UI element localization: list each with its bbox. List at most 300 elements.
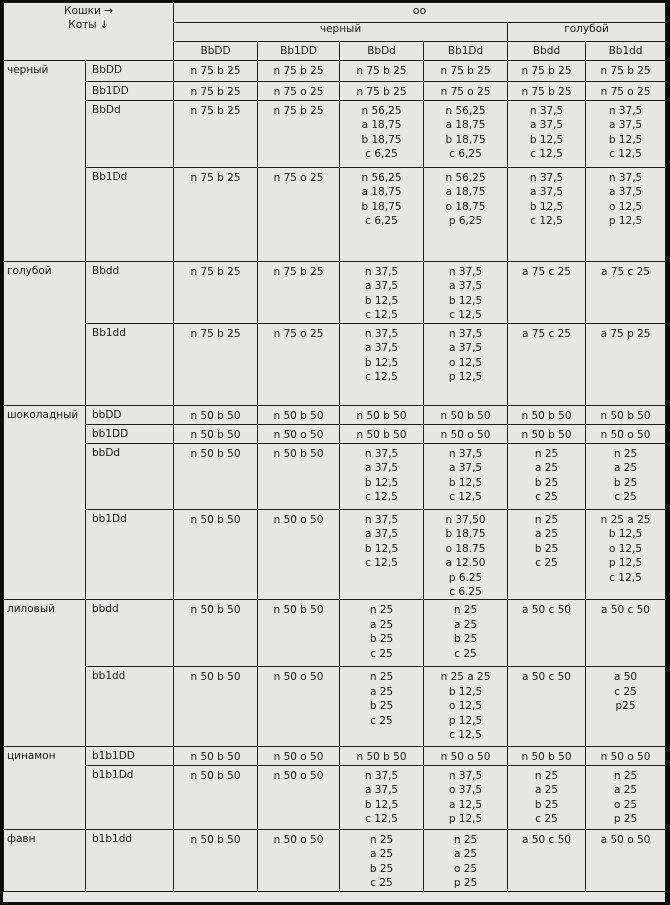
result-line: p 6.25 [448,571,483,584]
result-line: c 12,5 [365,557,398,570]
result-line: n 50 b 50 [190,410,241,422]
result-line: b 12,5 [364,542,399,555]
result-line: n 75 b 25 [190,172,241,184]
result-line: a 50 c 50 [522,604,571,617]
corner-label-toms: Коты ↓ [68,19,109,31]
result-line: a 75 c 25 [522,328,571,340]
genotype-label: bbDd [86,444,174,510]
result-line: a 50 c 50 [522,671,571,684]
result-cell [586,61,666,82]
result-line: b 12,5 [364,356,399,369]
result-cell [258,444,340,510]
result-cell [424,444,508,510]
result-line: c 12,5 [365,813,398,826]
result-line: n 75 b 25 [273,105,324,117]
result-cell [586,510,666,600]
result-line: n 50 b 50 [521,410,572,422]
result-line: a 18,75 [445,119,486,132]
result-cell [424,747,508,765]
result-line: n 50 o 50 [600,751,651,764]
result-cell [340,747,424,765]
result-cell [424,324,508,406]
genotype-label: b1b1Dd [86,765,174,829]
result-line: n 37,5 [448,328,483,340]
result-line: n 50 o 50 [273,514,324,526]
result-line: n 37,50 [445,514,486,526]
table-row [4,510,666,600]
result-line: n 50 b 50 [190,514,241,526]
corner-cell [4,3,174,61]
result-cell [174,510,258,600]
table-row [4,829,666,891]
result-line: b 12,5 [364,294,399,307]
result-line: a 50 o 50 [600,833,651,846]
result-line: a 12,5 [448,798,483,811]
result-cell [424,667,508,747]
result-line: b 12,5 [448,476,483,489]
genotype-label: bb1DD [86,425,174,444]
result-line: n 37,5 [364,514,399,526]
result-line: n 75 b 25 [521,65,572,77]
result-line: n 75 b 25 [190,65,241,77]
result-cell [586,168,666,262]
column-header: Bb1dd [586,42,666,61]
result-cell [340,667,424,747]
result-line: a 37,5 [608,186,643,199]
result-line: n 25 [369,833,394,846]
result-line: b 18,75 [361,133,402,146]
result-cell [508,747,586,765]
genotype-label: bbdd [86,600,174,667]
result-line: c 25 [370,647,393,660]
result-line: c 25 [614,491,637,504]
table-row [4,765,666,829]
result-line: n 50 b 50 [356,751,407,764]
result-line: p 12,5 [608,215,643,228]
result-line: o 12,5 [608,200,643,213]
subheader-blue: голубой [508,23,666,42]
table-row [4,747,666,765]
result-cell [174,262,258,324]
result-line: a 25 [369,618,394,631]
result-line: a 25 [613,462,638,475]
result-cell [340,765,424,829]
column-header: Bb1DD [258,42,340,61]
result-line: b 25 [534,542,559,555]
result-line: c 12,5 [609,571,642,584]
result-line: n 50 b 50 [190,429,241,441]
result-line: a 18,75 [361,119,402,132]
result-line: a 37,5 [364,784,399,797]
genotype-label: Bbdd [86,262,174,324]
result-cell [424,101,508,168]
result-cell [424,168,508,262]
result-line: a 25 [534,528,559,541]
result-cell [174,600,258,667]
result-line: b 12,5 [608,528,643,541]
result-cell [586,82,666,101]
result-cell [586,747,666,765]
result-cell [508,406,586,425]
result-line: n 50 b 50 [190,769,241,782]
table-row [4,262,666,324]
result-line: c 25 [535,557,558,570]
result-line: n 50 b 50 [190,448,241,460]
column-header: BbDd [340,42,424,61]
result-cell [424,82,508,101]
result-cell [586,600,666,667]
corner-label-cats: Кошки → [64,5,113,17]
result-cell [174,61,258,82]
result-cell [174,82,258,101]
result-cell [340,600,424,667]
result-line: b 25 [453,633,478,646]
result-cell [586,765,666,829]
result-cell [424,600,508,667]
result-cell [508,510,586,600]
result-line: a 37,5 [448,462,483,475]
result-line: n 25 [534,769,559,782]
result-cell [174,747,258,765]
result-line: a 75 c 25 [522,266,571,278]
result-line: b 12,5 [529,133,564,146]
color-group-label: лиловый [4,600,86,747]
result-line: b 12,5 [448,294,483,307]
result-line: p 12,5 [608,557,643,570]
result-line: n 25 [369,671,394,684]
result-cell [258,168,340,262]
result-cell [424,262,508,324]
result-cell [424,425,508,444]
result-cell [340,61,424,82]
result-cell [258,765,340,829]
table-row [4,168,666,262]
result-line: n 50 b 50 [600,410,651,422]
result-line: n 37,5 [448,448,483,460]
result-line: a 37,5 [448,342,483,355]
result-cell [258,406,340,425]
result-line: c 25 [454,647,477,660]
result-line: n 25 [534,448,559,460]
result-line: n 75 b 25 [273,266,324,278]
result-cell [508,82,586,101]
result-line: n 25 [613,448,638,460]
result-line: b 12,5 [608,133,643,146]
result-line: o 12,5 [448,356,483,369]
result-line: b 25 [369,633,394,646]
result-line: c 25 [614,685,637,698]
result-line: a 25 [534,462,559,475]
result-line: a 37,5 [364,280,399,293]
result-line: n 37,5 [608,105,643,117]
result-cell [258,510,340,600]
result-line: a 25 [369,685,394,698]
genotype-label: BbDD [86,61,174,82]
result-line: b 18.75 [445,528,486,541]
result-line: c 12,5 [530,215,563,228]
result-cell [424,406,508,425]
result-line: b 12,5 [529,200,564,213]
result-line: n 37,5 [529,105,564,117]
color-group-label: голубой [4,262,86,406]
result-cell [258,262,340,324]
result-line: a 37,5 [364,342,399,355]
result-line: n 37,5 [608,172,643,184]
result-line: n 56,25 [445,172,486,184]
genotype-label: Bb1DD [86,82,174,101]
result-line: a 25 [534,784,559,797]
result-line: n 75 b 25 [273,65,324,77]
result-line: c 12,5 [449,491,482,504]
result-cell [508,765,586,829]
result-line: n 25 [369,604,394,617]
result-line: b 25 [534,798,559,811]
result-cell [508,667,586,747]
result-line: n 37,5 [529,172,564,184]
result-line: n 75 b 25 [356,86,407,98]
result-line: c 6,25 [449,148,482,161]
genotype-label: Bb1dd [86,324,174,406]
result-cell [586,101,666,168]
result-line: n 75 b 25 [356,65,407,77]
genotype-label: Bb1Dd [86,168,174,262]
result-line: p25 [615,700,636,713]
result-cell [586,324,666,406]
result-cell [258,101,340,168]
result-line: n 75 b 25 [190,105,241,117]
result-line: n 50 b 50 [190,833,241,846]
result-line: c 12,5 [609,148,642,161]
result-line: n 75 o 25 [273,328,324,340]
table-row [4,600,666,667]
result-line: p 12,5 [448,371,483,384]
result-cell [340,82,424,101]
result-line: c 25 [535,491,558,504]
result-line: n 75 o 25 [440,86,491,98]
table-row [4,101,666,168]
result-cell [586,444,666,510]
result-line: n 25 a 25 [440,671,491,684]
result-line: n 50 b 50 [521,751,572,764]
table-row [4,324,666,406]
result-line: n 37,5 [364,448,399,460]
result-line: b 25 [369,700,394,713]
result-line: a 37,5 [529,119,564,132]
result-cell [340,324,424,406]
result-cell [508,444,586,510]
result-line: c 25 [370,714,393,727]
result-cell [174,324,258,406]
result-cell [340,101,424,168]
result-line: n 50 o 50 [273,751,324,764]
result-line: a 50 c 50 [601,604,650,617]
result-line: b 12,5 [364,476,399,489]
result-cell [340,262,424,324]
result-cell [508,324,586,406]
result-cell [508,61,586,82]
result-line: c 6.25 [449,586,482,599]
genotype-label: BbDd [86,101,174,168]
result-line: n 56,25 [361,105,402,117]
result-cell [424,61,508,82]
result-line: a 75 c 25 [601,266,650,278]
result-cell [424,829,508,891]
result-line: n 37,5 [448,266,483,278]
result-line: n 75 b 25 [190,266,241,278]
result-line: n 50 b 50 [190,751,241,764]
result-line: n 75 b 25 [190,328,241,340]
result-line: c 25 [370,877,393,890]
result-line: n 50 o 50 [440,751,491,764]
result-line: n 50 b 50 [356,410,407,422]
result-cell [174,406,258,425]
result-cell [586,667,666,747]
result-line: a 37,5 [448,280,483,293]
result-cell [508,101,586,168]
color-group-label: фавн [4,829,86,891]
result-line: n 50 b 50 [273,448,324,460]
result-line: o 18,75 [445,200,486,213]
result-line: p 12,5 [448,813,483,826]
result-line: n 50 b 50 [190,671,241,684]
subheader-black: черный [174,23,508,42]
result-line: c 12,5 [365,371,398,384]
result-line: b 25 [613,476,638,489]
result-line: n 50 b 50 [440,410,491,422]
result-cell [424,510,508,600]
result-line: o 18.75 [445,542,486,555]
column-header: Bb1Dd [424,42,508,61]
result-line: n 25 a 25 [600,514,651,526]
result-cell [174,425,258,444]
result-line: a 25 [369,848,394,861]
result-cell [508,425,586,444]
result-line: b 18,75 [445,133,486,146]
result-line: c 12,5 [365,309,398,322]
result-line: b 25 [534,476,559,489]
result-line: b 25 [369,862,394,875]
genotype-label: b1b1dd [86,829,174,891]
genotype-label: bb1Dd [86,510,174,600]
result-line: n 25 [613,769,638,782]
genotype-label: b1b1DD [86,747,174,765]
result-line: n 50 b 50 [356,429,407,441]
result-line: n 56,25 [445,105,486,117]
result-cell [174,444,258,510]
result-line: a 25 [613,784,638,797]
result-cell [258,667,340,747]
result-cell [586,406,666,425]
color-group-label: цинамон [4,747,86,829]
result-cell [258,324,340,406]
result-cell [508,600,586,667]
result-line: b 12,5 [364,798,399,811]
result-cell [258,600,340,667]
result-cell [258,747,340,765]
result-line: n 50 o 50 [273,671,324,684]
result-line: o 25 [453,862,478,875]
column-header: Bbdd [508,42,586,61]
color-group-label: черный [4,61,86,262]
result-line: c 6,25 [365,215,398,228]
result-line: n 50 b 50 [273,604,324,617]
result-cell [174,101,258,168]
result-line: p 25 [613,813,638,826]
result-cell [258,829,340,891]
result-line: o 25 [613,798,638,811]
result-line: c 12,5 [449,729,482,742]
result-cell [586,829,666,891]
result-line: n 50 o 50 [600,429,651,441]
result-line: o 37,5 [448,784,483,797]
result-cell [586,425,666,444]
result-cell [508,262,586,324]
result-cell [174,829,258,891]
result-line: b 12,5 [448,685,483,698]
result-line: o 12,5 [608,542,643,555]
result-line: n 56,25 [361,172,402,184]
document-sheet [3,2,665,902]
result-cell [258,82,340,101]
result-line: n 37,5 [448,769,483,782]
result-line: n 75 b 25 [521,86,572,98]
result-line: n 75 b 25 [600,65,651,77]
result-line: p 25 [453,877,478,890]
result-line: n 37,5 [364,266,399,278]
result-cell [508,168,586,262]
result-line: n 50 b 50 [521,429,572,441]
table-row [4,667,666,747]
result-cell [340,425,424,444]
result-line: a 50 [613,671,638,684]
result-line: b 18,75 [361,200,402,213]
result-line: n 37,5 [364,328,399,340]
result-line: a 37,5 [364,462,399,475]
result-line: n 50 b 50 [273,410,324,422]
result-line: p 6,25 [448,215,483,228]
result-line: c 12,5 [449,309,482,322]
result-line: n 50 o 50 [273,833,324,846]
genotype-label: bbDD [86,406,174,425]
result-cell [340,168,424,262]
table-row [4,61,666,82]
result-line: n 75 o 25 [600,86,651,98]
table-row [4,425,666,444]
result-line: p 12,5 [448,714,483,727]
result-line: a 18,75 [445,186,486,199]
result-line: n 75 b 25 [440,65,491,77]
result-line: a 25 [453,618,478,631]
result-line: n 25 [453,604,478,617]
color-group-label: шоколадный [4,406,86,600]
result-line: n 50 b 50 [190,604,241,617]
result-cell [258,61,340,82]
genotype-label: bb1dd [86,667,174,747]
result-line: c 25 [535,813,558,826]
result-line: a 37,5 [608,119,643,132]
result-cell [174,667,258,747]
result-line: a 18,75 [361,186,402,199]
result-cell [174,765,258,829]
column-header: BbDD [174,42,258,61]
result-line: c 6,25 [365,148,398,161]
result-cell [174,168,258,262]
result-cell [424,765,508,829]
result-line: n 50 o 50 [273,769,324,782]
result-line: c 12,5 [530,148,563,161]
result-cell [340,829,424,891]
result-line: o 12,5 [448,700,483,713]
